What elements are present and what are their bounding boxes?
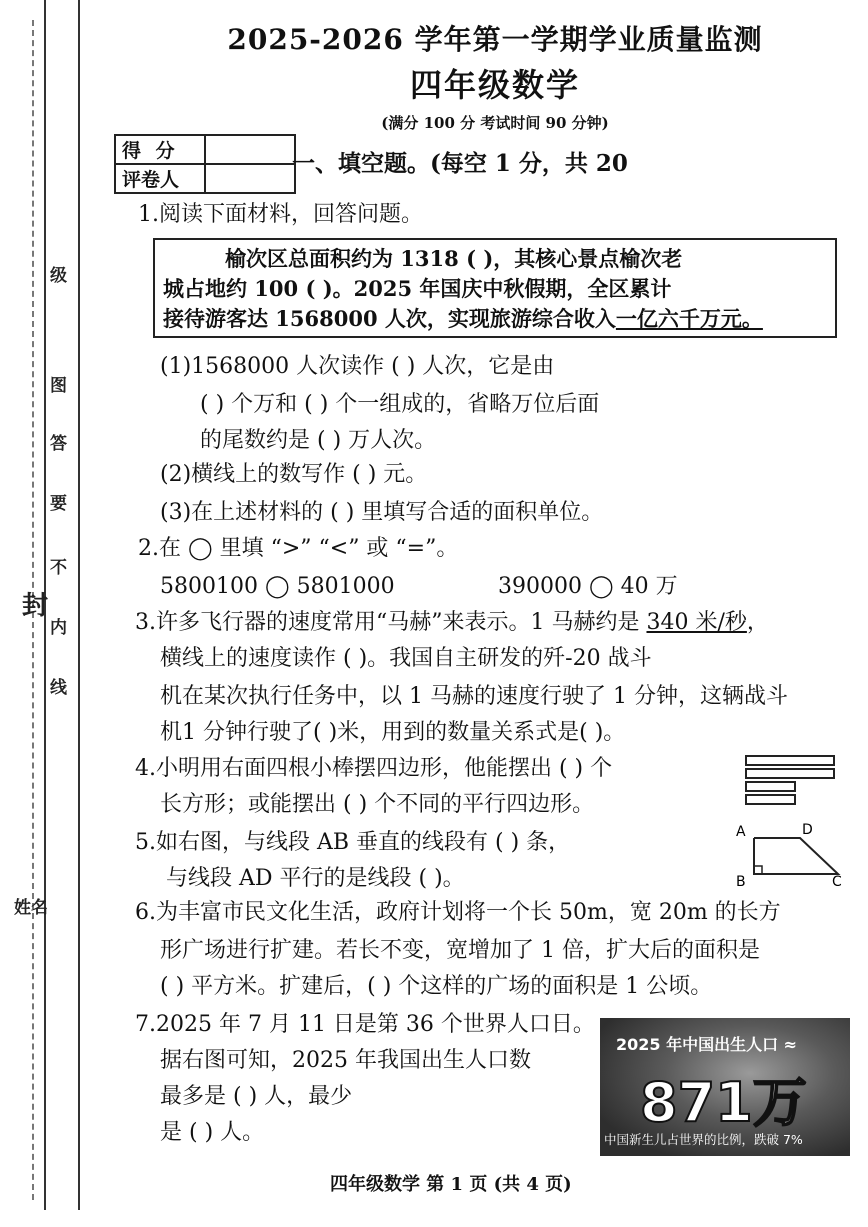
q4-line: 长方形；或能摆出 ( ) 个不同的平行四边形。 xyxy=(160,792,595,817)
q7-line: 7.2025 年 7 月 11 日是第 36 个世界人口日。 xyxy=(135,1012,595,1037)
exam-title: 2025-2026 学年第一学期学业质量监测 xyxy=(227,23,763,56)
trapezoid-shape xyxy=(754,838,838,874)
margin-mark: 不 xyxy=(50,558,67,578)
stick xyxy=(745,794,796,805)
score-field[interactable] xyxy=(205,135,295,164)
q6-line: 形广场进行扩建。若长不变，宽增加了 1 倍，扩大后的面积是 xyxy=(160,938,760,963)
q6-line: 6.为丰富市民文化生活，政府计划将一个长 50m，宽 20m 的长方 xyxy=(135,900,781,925)
q1-sub2: (2)横线上的数写作 ( ) 元。 xyxy=(160,462,428,487)
margin-seal-mark: 封 xyxy=(22,591,49,621)
stick xyxy=(745,768,835,779)
margin-line-right xyxy=(78,0,80,1210)
grader-label: 评卷人 xyxy=(115,164,205,193)
grader-field[interactable] xyxy=(205,164,295,193)
q1-sub1: ( ) 个万和 ( ) 个一组成的，省略万位后面 xyxy=(200,392,600,417)
label-b: B xyxy=(736,874,746,888)
margin-mark: 图 xyxy=(50,376,67,396)
q3-line: 机在某次执行任务中，以 1 马赫的速度行驶了 1 分钟，这辆战斗 xyxy=(160,684,788,709)
q3-text: 3.许多飞行器的速度常用“马赫”来表示。1 马赫约是 xyxy=(135,610,647,635)
underlined-amount: 一亿六千万元。 xyxy=(615,306,763,331)
q5-line: 与线段 AD 平行的是线段 ( )。 xyxy=(166,866,465,891)
margin-mark: 级 xyxy=(50,266,67,286)
label-d: D xyxy=(802,822,813,838)
q7-line: 据右图可知，2025 年我国出生人口数 xyxy=(160,1048,531,1073)
q1-sub1: (1)1568000 人次读作 ( ) 人次，它是由 xyxy=(160,354,555,379)
score-table xyxy=(114,134,296,194)
q6-line: ( ) 平方米。扩建后，( ) 个这样的广场的面积是 1 公顷。 xyxy=(160,974,713,999)
q3-line: 横线上的速度读作 ( )。我国自主研发的歼-20 战斗 xyxy=(160,646,652,671)
stick xyxy=(745,755,835,766)
stick xyxy=(745,781,796,792)
q2-compare-left: 5800100 ◯ 5801000 xyxy=(160,574,395,599)
box-text: 接待游客达 1568000 人次，实现旅游综合收入 xyxy=(163,306,616,331)
box-line: 城占地约 100 ( )。2025 年国庆中秋假期，全区累计 xyxy=(163,276,672,301)
q2-lead: 2.在 ◯ 里填 “>” “<” 或 “=”。 xyxy=(138,536,459,561)
q3-line: 机1 分钟行驶了( )米，用到的数量关系式是( )。 xyxy=(160,720,626,745)
box-line: 榆次区总面积约为 1318 ( )，其核心景点榆次老 xyxy=(225,246,683,271)
q2-compare-right: 390000 ◯ 40 万 xyxy=(498,574,678,599)
q5-line: 5.如右图，与线段 AB 垂直的线段有 ( ) 条， xyxy=(135,830,571,855)
score-label: 得 分 xyxy=(115,135,205,164)
q1-sub3: (3)在上述材料的 ( ) 里填写合适的面积单位。 xyxy=(160,500,604,525)
q7-line: 最多是 ( ) 人，最少 xyxy=(160,1084,353,1109)
trapezoid-figure xyxy=(730,818,848,888)
q7-line: 是 ( ) 人。 xyxy=(160,1120,265,1145)
margin-mark: 答 xyxy=(50,434,67,454)
q1-lead: 1.阅读下面材料，回答问题。 xyxy=(138,202,423,227)
underlined-speed: 340 米/秒 xyxy=(646,610,747,635)
label-a: A xyxy=(736,824,746,840)
image-caption-bottom: 中国新生儿占世界的比例，跌破 7% xyxy=(604,1132,803,1147)
q1-sub1: 的尾数约是 ( ) 万人次。 xyxy=(200,428,437,453)
q3-line xyxy=(135,610,769,636)
image-caption-top: 2025 年中国出生人口 ≈ xyxy=(616,1035,798,1054)
page-footer: 四年级数学 第 1 页 (共 4 页) xyxy=(330,1174,572,1195)
right-angle-mark xyxy=(754,866,762,874)
section-title: 一、填空题。(每空 1 分，共 20 xyxy=(292,150,628,177)
margin-mark: 要 xyxy=(50,494,67,514)
exam-note: (满分 100 分 考试时间 90 分钟) xyxy=(381,114,609,132)
margin-mark: 线 xyxy=(50,678,67,698)
exam-subtitle: 四年级数学 xyxy=(409,66,580,104)
image-big-number: 871万 xyxy=(640,1071,807,1134)
margin-mark: 内 xyxy=(50,618,67,638)
margin-name-label: 姓名 xyxy=(14,898,48,918)
q3-text: ， xyxy=(746,610,769,635)
box-line xyxy=(163,306,763,331)
birth-population-image xyxy=(600,1018,850,1156)
reading-material-box xyxy=(153,238,837,338)
q4-line: 4.小明用右面四根小棒摆四边形，他能摆出 ( ) 个 xyxy=(135,756,613,781)
label-c: C xyxy=(832,874,842,888)
